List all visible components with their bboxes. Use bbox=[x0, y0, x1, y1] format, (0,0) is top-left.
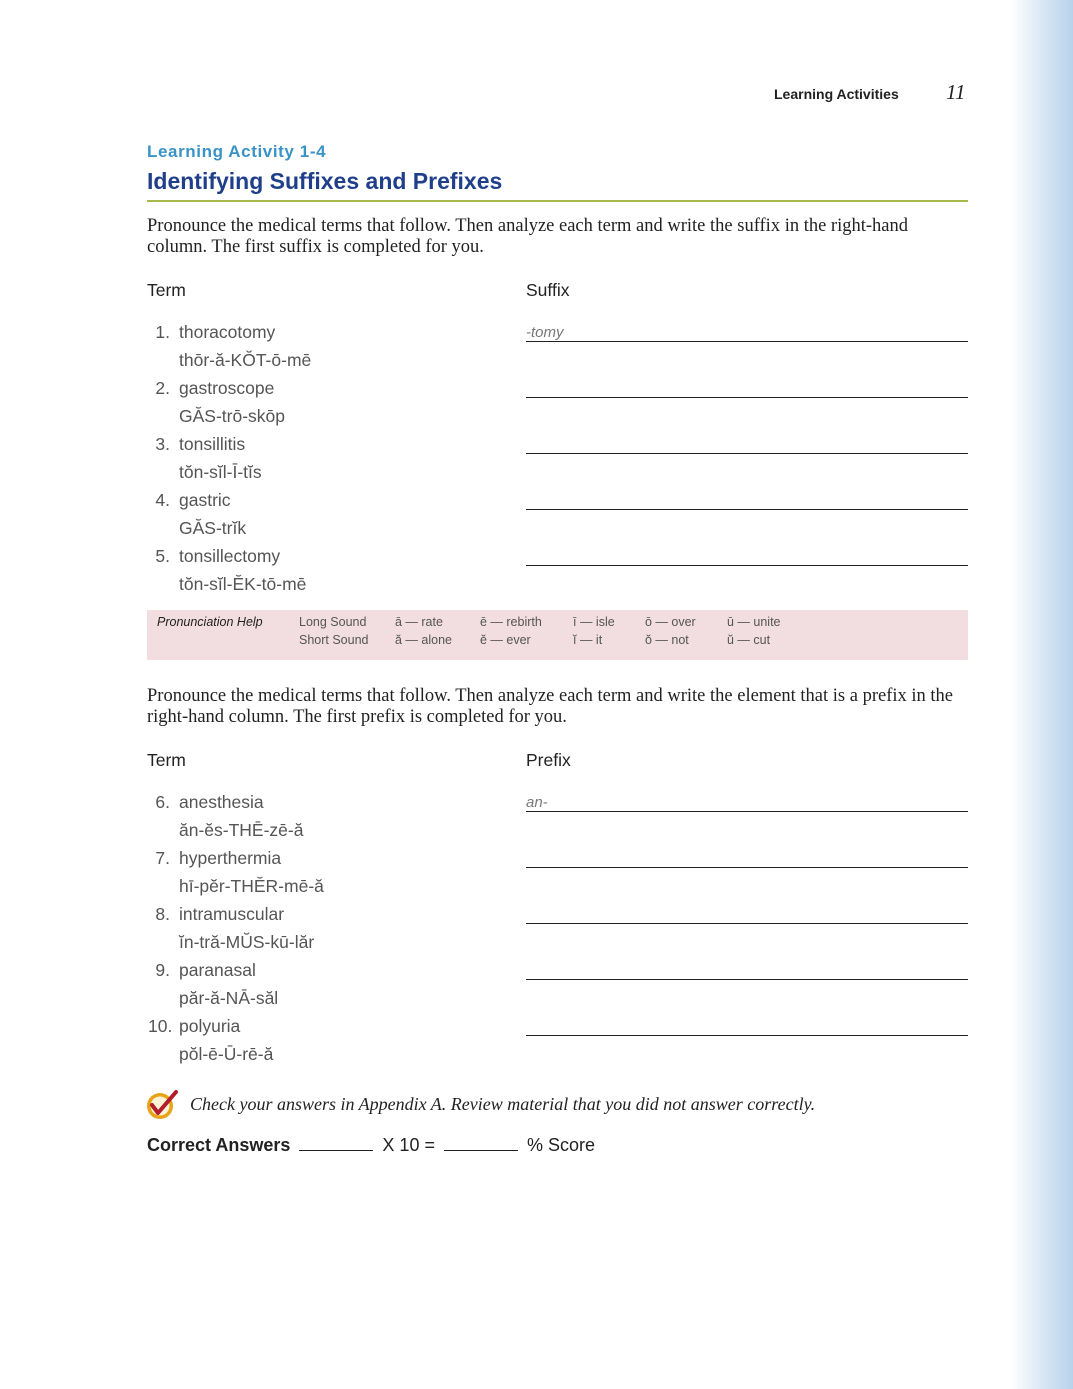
running-head: Learning Activities bbox=[774, 86, 899, 102]
long-vowel-e: ē — rebirth bbox=[480, 615, 542, 629]
suffix-term-header: Term bbox=[147, 280, 186, 300]
answer-value: -tomy bbox=[526, 324, 564, 341]
short-sound-label: Short Sound bbox=[299, 633, 369, 647]
pronunciation-help-box bbox=[147, 610, 968, 660]
multiplier-label: X 10 = bbox=[382, 1135, 435, 1155]
short-vowel-o: ŏ — not bbox=[645, 633, 689, 647]
item-number: 2. bbox=[155, 378, 170, 398]
item-term: gastroscope bbox=[179, 378, 275, 398]
correct-answers-label: Correct Answers bbox=[147, 1135, 291, 1155]
page-number: 11 bbox=[946, 80, 966, 104]
long-vowel-a: ā — rate bbox=[395, 615, 443, 629]
item-pronunciation: tŏn-sĭl-ĔK-tō-mē bbox=[179, 574, 307, 594]
item-term: paranasal bbox=[179, 960, 256, 980]
item-number: 9. bbox=[155, 960, 170, 980]
item-term: polyuria bbox=[179, 1016, 241, 1036]
item-term: anesthesia bbox=[179, 792, 264, 812]
item-pronunciation: GĂS-trĭk bbox=[179, 518, 247, 538]
answer-line[interactable] bbox=[526, 397, 968, 398]
item-pronunciation: GĂS-trō-skōp bbox=[179, 406, 285, 426]
activity-label: Learning Activity 1-4 bbox=[147, 142, 327, 161]
item-number: 6. bbox=[155, 792, 170, 812]
score-blank[interactable] bbox=[444, 1150, 518, 1151]
item-pronunciation: ăn-ĕs-THĒ-zē-ă bbox=[179, 820, 304, 840]
short-vowel-u: ŭ — cut bbox=[727, 633, 771, 647]
score-label: % Score bbox=[527, 1135, 596, 1155]
item-number: 1. bbox=[155, 322, 170, 342]
long-sound-label: Long Sound bbox=[299, 615, 367, 629]
prefix-term-header: Term bbox=[147, 750, 186, 770]
item-term: tonsillectomy bbox=[179, 546, 281, 566]
correct-answers-blank[interactable] bbox=[299, 1150, 373, 1151]
short-vowel-i: ĭ — it bbox=[573, 633, 603, 647]
answer-line[interactable] bbox=[526, 509, 968, 510]
answer-line[interactable] bbox=[526, 1035, 968, 1036]
item-number: 8. bbox=[155, 904, 170, 924]
score-row bbox=[147, 1135, 595, 1156]
item-pronunciation: ĭn-tră-MŬS-kū-lăr bbox=[179, 932, 315, 952]
suffix-instructions: Pronounce the medical terms that follow. Then analyze each term and write the suffix in the right-hand column. The first suffix is completed for you. bbox=[147, 216, 908, 257]
pronunciation-help-label: Pronunciation Help bbox=[157, 615, 263, 629]
answer-line[interactable] bbox=[526, 867, 968, 868]
answer-line[interactable] bbox=[526, 923, 968, 924]
answer-line[interactable] bbox=[526, 341, 968, 342]
item-term: intramuscular bbox=[179, 904, 285, 924]
item-pronunciation: păr-ă-NĀ-săl bbox=[179, 988, 279, 1008]
answer-line[interactable] bbox=[526, 565, 968, 566]
long-vowel-u: ū — unite bbox=[727, 615, 781, 629]
long-vowel-i: ī — isle bbox=[573, 615, 615, 629]
item-pronunciation: thōr-ă-KŎT-ō-mē bbox=[179, 350, 312, 370]
page-edge-band bbox=[1011, 0, 1073, 1389]
short-vowel-e: ĕ — ever bbox=[480, 633, 531, 647]
prefix-answer-header: Prefix bbox=[526, 750, 571, 770]
item-number: 5. bbox=[155, 546, 170, 566]
answer-value: an- bbox=[526, 794, 548, 811]
item-pronunciation: tŏn-sĭl-Ī-tĭs bbox=[179, 462, 262, 482]
suffix-answer-header: Suffix bbox=[526, 280, 570, 300]
item-number: 4. bbox=[155, 490, 170, 510]
item-number: 3. bbox=[155, 434, 170, 454]
item-term: hyperthermia bbox=[179, 848, 282, 868]
item-number: 7. bbox=[155, 848, 170, 868]
item-term: gastric bbox=[179, 490, 231, 510]
long-vowel-o: ō — over bbox=[645, 615, 696, 629]
checkmark-icon bbox=[145, 1089, 179, 1121]
answer-line[interactable] bbox=[526, 811, 968, 812]
item-pronunciation: pŏl-ē-Ū-rē-ă bbox=[179, 1044, 274, 1064]
activity-title: Identifying Suffixes and Prefixes bbox=[147, 168, 503, 194]
item-term: tonsillitis bbox=[179, 434, 246, 454]
short-vowel-a: ă — alone bbox=[395, 633, 452, 647]
item-term: thoracotomy bbox=[179, 322, 276, 342]
item-number: 10. bbox=[148, 1016, 173, 1036]
item-pronunciation: hī-pĕr-THĔR-mē-ă bbox=[179, 876, 324, 896]
prefix-instructions: Pronounce the medical terms that follow. Then analyze each term and write the element that is a prefix in the right-hand column. The first prefix is completed for you. bbox=[147, 686, 953, 727]
answer-line[interactable] bbox=[526, 979, 968, 980]
check-answers-note: Check your answers in Appendix A. Review material that you did not answer correctly. bbox=[190, 1094, 816, 1114]
answer-line[interactable] bbox=[526, 453, 968, 454]
title-divider bbox=[147, 200, 968, 202]
